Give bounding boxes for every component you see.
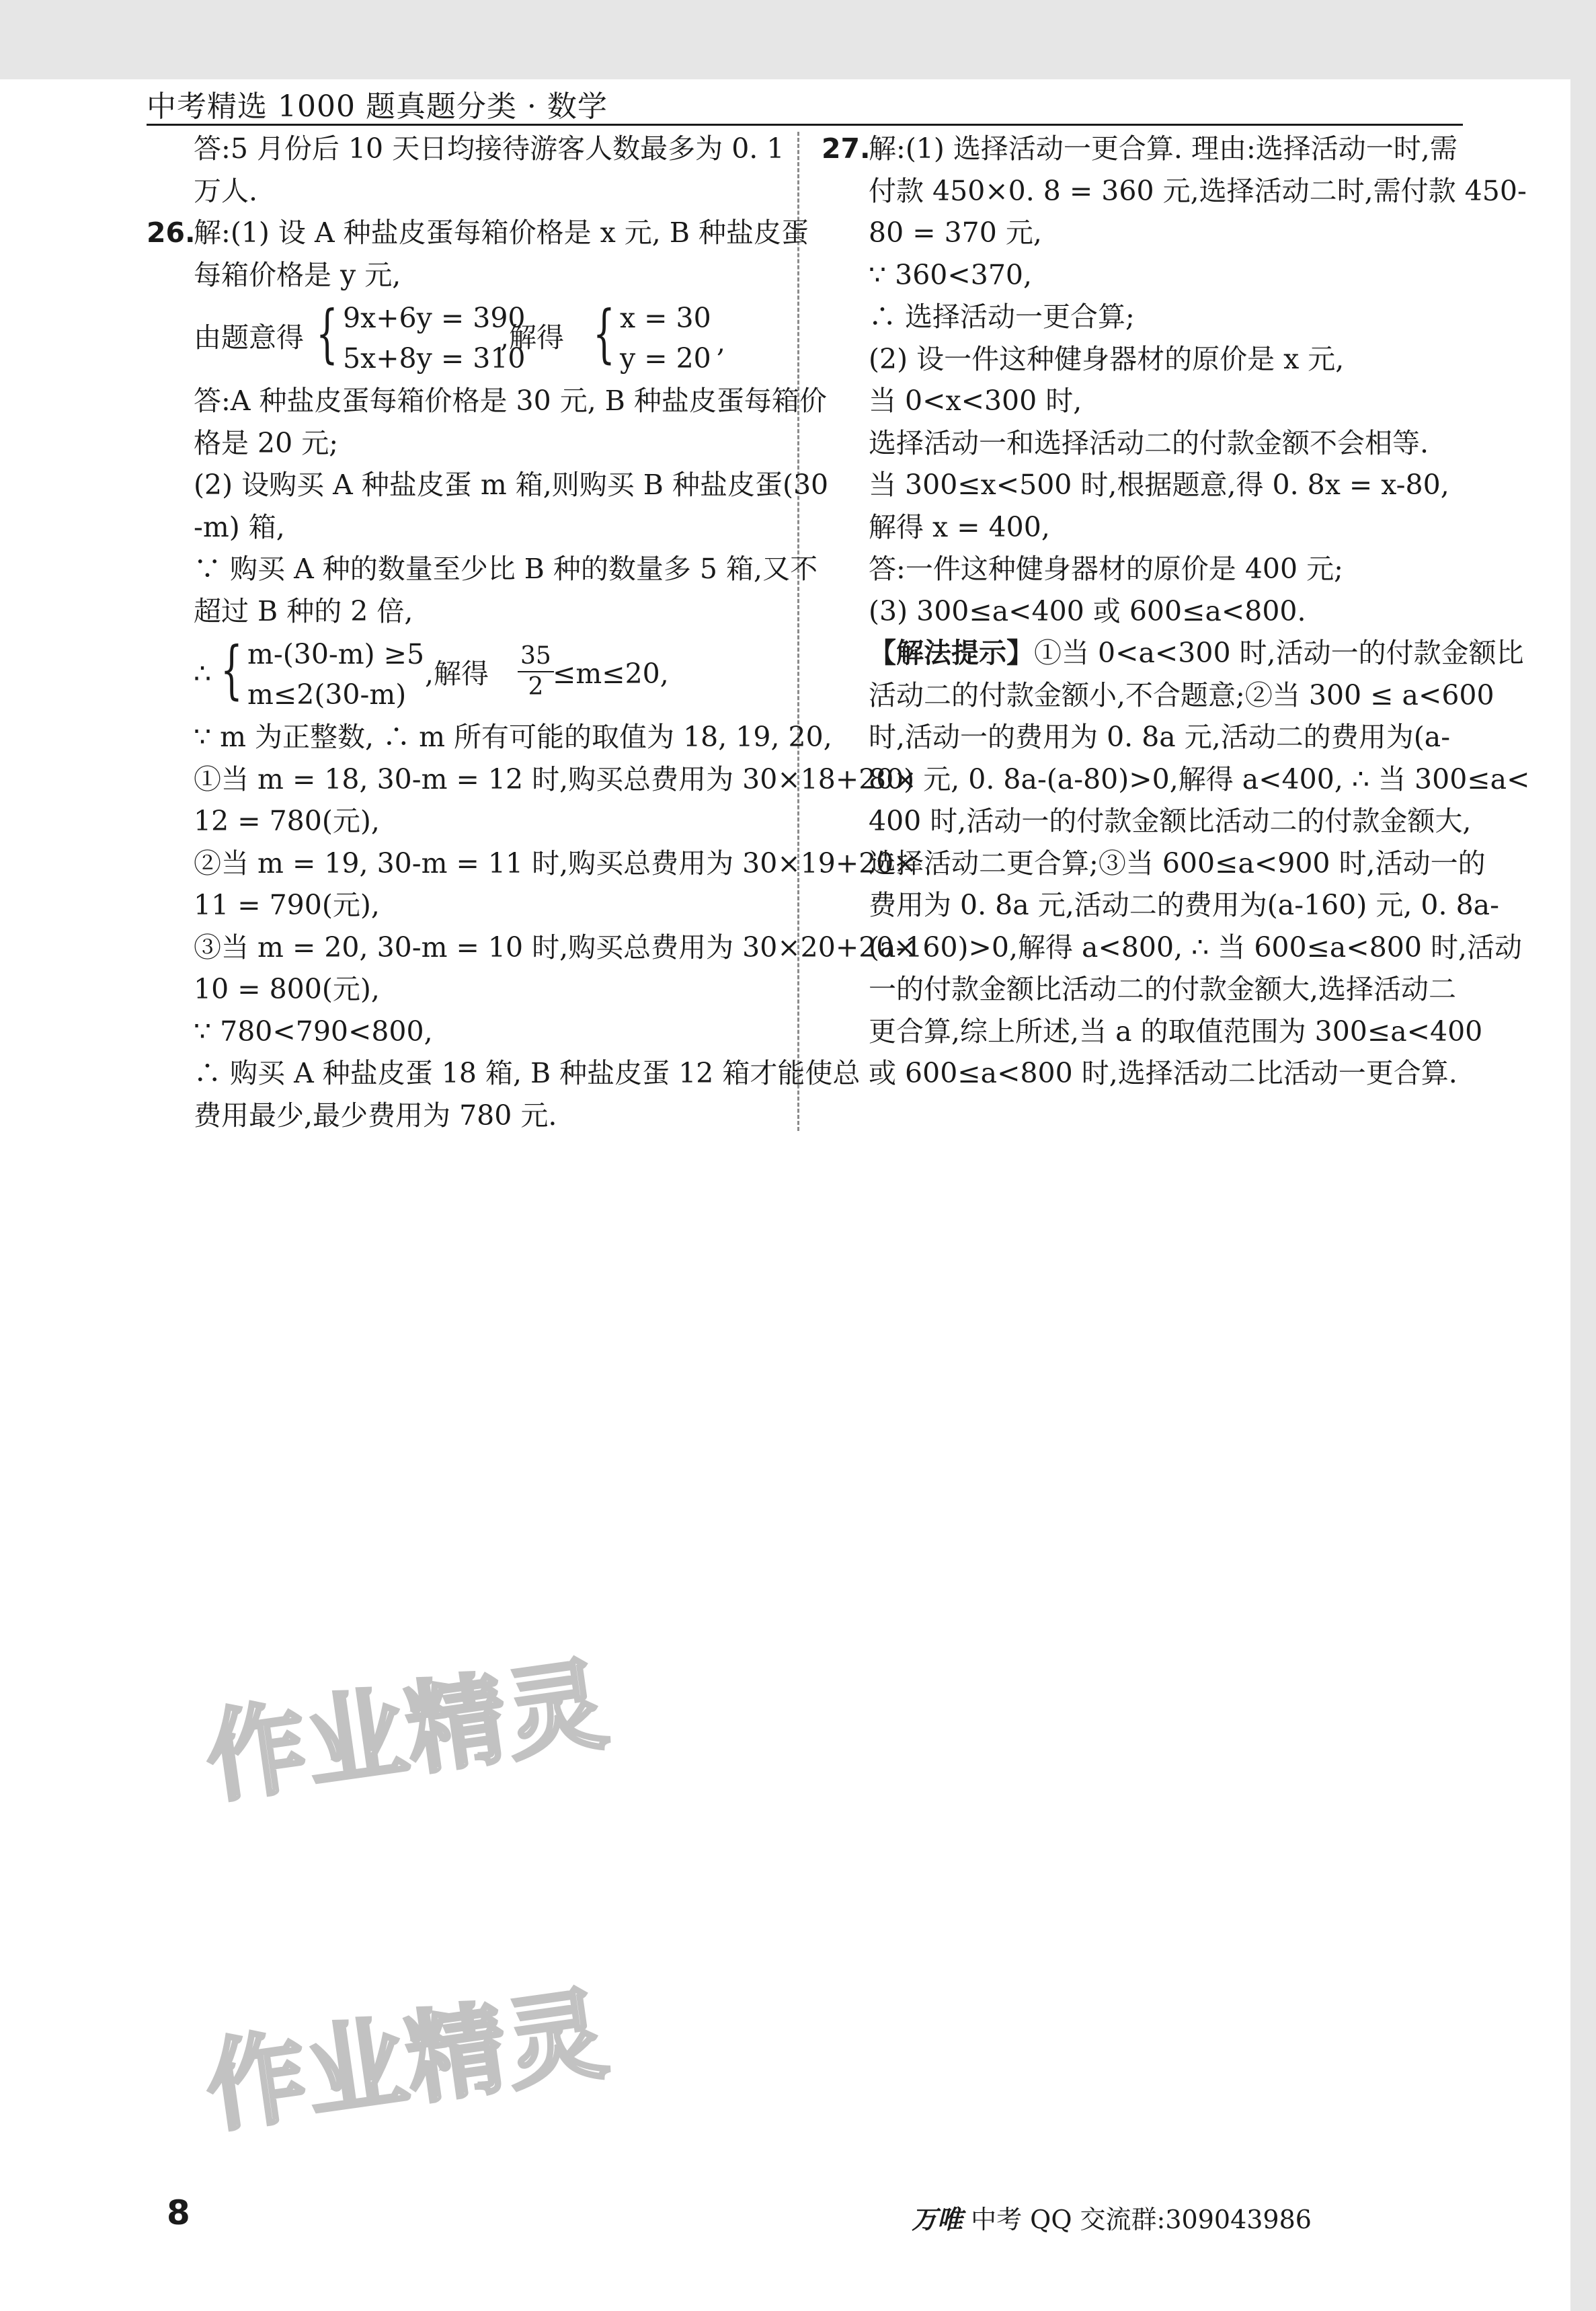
text-line: 11 = 790(元), xyxy=(194,889,380,921)
text-line: 时,活动一的费用为 0. 8a 元,活动二的费用为(a- xyxy=(869,721,1451,753)
equation-system-1 xyxy=(147,296,779,380)
text-line: 80) 元, 0. 8a-(a-80)>0,解得 a<400, ∴ 当 300≤a< xyxy=(869,762,1530,795)
solution-tip-label: 【解法提示】 xyxy=(869,637,1034,669)
text-line: 12 = 780(元), xyxy=(194,805,380,837)
system-equation: 9x+6y = 390 xyxy=(343,302,526,334)
text-line: ∴ 选择活动一更合算; xyxy=(869,301,1135,333)
footer-qq-group: 中考 QQ 交流群:309043986 xyxy=(963,2205,1312,2234)
text-line: ②当 m = 19, 30-m = 11 时,购买总费用为 30×19+20× xyxy=(194,847,917,879)
text-line: ∵ m 为正整数, ∴ m 所有可能的取值为 18, 19, 20, xyxy=(194,721,832,753)
text-line: 或 600≤a<800 时,选择活动二比活动一更合算. xyxy=(869,1057,1458,1089)
text-line: ∵ 780<790<800, xyxy=(194,1015,433,1048)
text-line: 每箱价格是 y 元, xyxy=(194,258,401,291)
text-line: ∵ 360<370, xyxy=(869,258,1033,291)
fraction-numerator: 35 xyxy=(518,641,554,672)
left-column xyxy=(147,128,917,1136)
text-line: 答:一件这种健身器材的原价是 400 元; xyxy=(869,553,1343,585)
text-line: 80 = 370 元, xyxy=(869,217,1042,249)
text-line: 当 0<x<300 时, xyxy=(869,385,1082,417)
system-end-punct: , xyxy=(717,326,726,358)
system-solution: x = 30 xyxy=(620,302,711,334)
text-line: -m) 箱, xyxy=(194,510,285,543)
inequality-system xyxy=(147,632,779,716)
text-line: 解:(1) 选择活动一更合算. 理由:选择活动一时,需 xyxy=(869,132,1458,165)
text-line: 选择活动一和选择活动二的付款金额不会相等. xyxy=(869,426,1429,459)
text-line: ①当 m = 18, 30-m = 12 时,购买总费用为 30×18+20× xyxy=(194,762,917,795)
text-line: (2) 设购买 A 种盐皮蛋 m 箱,则购买 B 种盐皮蛋(30 xyxy=(194,469,829,501)
system-solution: y = 20 xyxy=(620,342,711,375)
column-divider xyxy=(797,132,799,1131)
text-line: ③当 m = 20, 30-m = 10 时,购买总费用为 30×20+20× xyxy=(194,931,917,964)
system-mid-text: ,解得 xyxy=(425,658,489,690)
text-line: ∴ 购买 A 种盐皮蛋 18 箱, B 种盐皮蛋 12 箱才能使总 xyxy=(194,1057,861,1089)
brand-logo-text: 万唯 xyxy=(912,2205,963,2234)
system-lead-text: 由题意得 xyxy=(194,321,304,354)
system-mid-text: ,解得 xyxy=(500,321,565,354)
text-line: 选择活动二更合算;③当 600≤a<900 时,活动一的 xyxy=(869,847,1486,879)
header-rule xyxy=(147,124,1463,126)
left-brace: { xyxy=(316,297,338,370)
text-line: 付款 450×0. 8 = 360 元,选择活动二时,需付款 450- xyxy=(869,174,1527,207)
text-line: 答:5 月份后 10 天日均接待游客人数最多为 0. 1 xyxy=(194,132,785,165)
watermark-text: 作业精灵 xyxy=(199,1646,615,1817)
page-number: 8 xyxy=(167,2193,190,2232)
text-line: 解:(1) 设 A 种盐皮蛋每箱价格是 x 元, B 种盐皮蛋 xyxy=(194,217,809,249)
text-line: 解得 x = 400, xyxy=(869,510,1050,543)
system-end-text: ≤m≤20, xyxy=(553,658,669,690)
left-brace: { xyxy=(221,633,243,707)
text-line: 超过 B 种的 2 倍, xyxy=(194,594,413,627)
question-27-first-line xyxy=(822,128,1466,170)
system-equation: 5x+8y = 310 xyxy=(343,342,526,375)
watermark-text: 作业精灵 xyxy=(199,1975,615,2147)
text-line: 10 = 800(元), xyxy=(194,973,380,1005)
text-line: 费用为 0. 8a 元,活动二的费用为(a-160) 元, 0. 8a- xyxy=(869,889,1499,921)
text-line: 活动二的付款金额小,不合题意;②当 300 ≤ a<600 xyxy=(869,678,1494,711)
question-26-first-line xyxy=(147,212,809,254)
left-brace: { xyxy=(593,297,615,370)
text-line: ①当 0<a<300 时,活动一的付款金额比 xyxy=(1034,637,1524,669)
question-number: 27. xyxy=(822,132,871,165)
system-inequality: m-(30-m) ≥5 xyxy=(247,638,425,670)
system-lead-text: ∴ xyxy=(194,658,212,690)
text-line: (3) 300≤a<400 或 600≤a<800. xyxy=(869,594,1306,627)
text-line: 当 300≤x<500 时,根据题意,得 0. 8x = x-80, xyxy=(869,469,1449,501)
text-line: 答:A 种盐皮蛋每箱价格是 30 元, B 种盐皮蛋每箱价 xyxy=(194,385,827,417)
footer-info xyxy=(912,2199,1312,2236)
question-number: 26. xyxy=(147,217,196,249)
text-line: 更合算,综上所述,当 a 的取值范围为 300≤a<400 xyxy=(869,1015,1483,1048)
text-line: 万人. xyxy=(194,174,258,207)
running-header-title: 中考精选 1000 题真题分类 · 数学 xyxy=(147,89,608,124)
top-margin-band xyxy=(0,0,1596,79)
system-inequality: m≤2(30-m) xyxy=(247,678,407,711)
text-line: 费用最少,最少费用为 780 元. xyxy=(194,1099,557,1132)
text-line: (a-160)>0,解得 a<800, ∴ 当 600≤a<800 时,活动 xyxy=(869,931,1523,964)
fraction-denominator: 2 xyxy=(528,673,544,701)
text-line: 400 时,活动一的付款金额比活动二的付款金额大, xyxy=(869,805,1472,837)
right-margin-band xyxy=(1570,0,1596,2311)
text-line: 一的付款金额比活动二的付款金额大,选择活动二 xyxy=(869,973,1457,1005)
solution-tip-first-line xyxy=(822,632,1524,674)
text-line: 格是 20 元; xyxy=(194,426,339,459)
fraction xyxy=(518,641,554,702)
text-line: (2) 设一件这种健身器材的原价是 x 元, xyxy=(869,342,1345,375)
right-column xyxy=(822,128,1530,1095)
text-line: ∵ 购买 A 种的数量至少比 B 种的数量多 5 箱,又不 xyxy=(194,553,818,585)
